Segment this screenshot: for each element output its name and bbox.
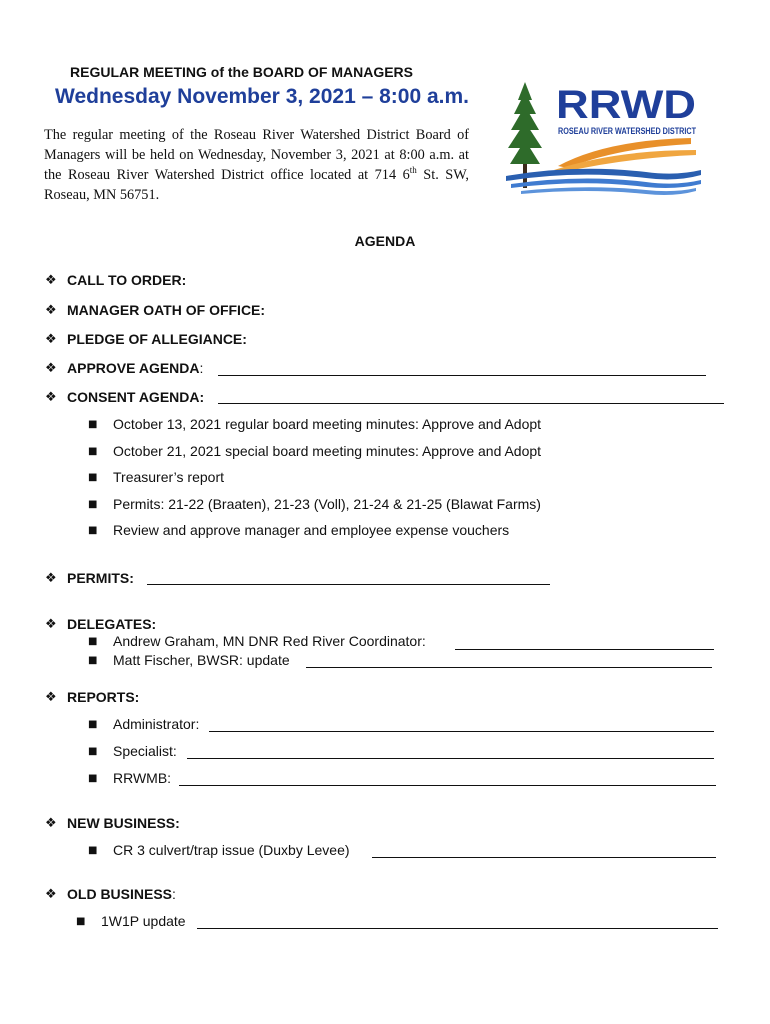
square-bullet-icon: ■ bbox=[88, 499, 98, 510]
square-bullet-icon: ■ bbox=[88, 746, 98, 757]
old-business-item: ■ 1W1P update bbox=[76, 913, 186, 929]
consent-item: ■ Permits: 21-22 (Braaten), 21-23 (Voll), 21-24 & 21-25 (Blawat Farms) bbox=[88, 496, 541, 512]
meeting-date-title: Wednesday November 3, 2021 – 8:00 a.m. bbox=[55, 85, 469, 108]
delegate-item: ■ Andrew Graham, MN DNR Red River Coordinator: bbox=[88, 633, 426, 649]
report-item: ■ RRWMB: bbox=[88, 770, 172, 786]
meeting-type-heading: REGULAR MEETING of the BOARD OF MANAGERS bbox=[70, 64, 413, 80]
diamond-bullet-icon: ❖ bbox=[45, 303, 57, 318]
diamond-bullet-icon: ❖ bbox=[45, 571, 57, 586]
consent-item: ■ October 21, 2021 special board meeting minutes: Approve and Adopt bbox=[88, 443, 542, 459]
report-item: ■ Administrator: bbox=[88, 716, 200, 732]
report-blank-line bbox=[209, 731, 714, 732]
agenda-item-consent-agenda: ❖ CONSENT AGENDA: bbox=[45, 389, 205, 405]
approve-agenda-blank-line bbox=[218, 375, 706, 376]
agenda-item-call-to-order: ❖ CALL TO ORDER: bbox=[45, 272, 187, 288]
diamond-bullet-icon: ❖ bbox=[45, 887, 57, 902]
report-blank-line bbox=[187, 758, 714, 759]
square-bullet-icon: ■ bbox=[76, 916, 86, 927]
report-blank-line bbox=[179, 785, 716, 786]
diamond-bullet-icon: ❖ bbox=[45, 273, 57, 288]
diamond-bullet-icon: ❖ bbox=[45, 816, 57, 831]
delegate-blank-line bbox=[455, 649, 714, 650]
consent-item: ■ Review and approve manager and employee expense vouchers bbox=[88, 522, 510, 538]
diamond-bullet-icon: ❖ bbox=[45, 390, 57, 405]
agenda-item-new-business: ❖ NEW BUSINESS: bbox=[45, 815, 180, 831]
agenda-item-old-business: ❖ OLD BUSINESS : bbox=[45, 886, 176, 902]
rrwd-logo bbox=[496, 80, 706, 200]
agenda-item-manager-oath: ❖ MANAGER OATH OF OFFICE: bbox=[45, 302, 266, 318]
square-bullet-icon: ■ bbox=[88, 719, 98, 730]
square-bullet-icon: ■ bbox=[88, 446, 98, 457]
diamond-bullet-icon: ❖ bbox=[45, 361, 57, 376]
delegate-blank-line bbox=[306, 667, 712, 668]
diamond-bullet-icon: ❖ bbox=[45, 332, 57, 347]
logo-abbreviation: RRWD bbox=[556, 83, 696, 127]
diamond-bullet-icon: ❖ bbox=[45, 690, 57, 705]
square-bullet-icon: ■ bbox=[88, 419, 98, 430]
consent-item: ■ October 13, 2021 regular board meeting minutes: Approve and Adopt bbox=[88, 416, 542, 432]
meeting-intro-paragraph: The regular meeting of the Roseau River Watershed District Board of Managers will be held on Wednesday, November 3, 2021 at 8:00 a.m. at the Roseau River Watershed District office located at 714 6th St. SW, Roseau, MN 56751. bbox=[44, 127, 470, 203]
old-business-blank-line bbox=[197, 928, 718, 929]
square-bullet-icon: ■ bbox=[88, 773, 98, 784]
agenda-item-pledge: ❖ PLEDGE OF ALLEGIANCE: bbox=[45, 331, 247, 347]
square-bullet-icon: ■ bbox=[88, 655, 98, 666]
logo-full-name: ROSEAU RIVER WATERSHED DISTRICT bbox=[558, 126, 697, 137]
agenda-heading: AGENDA bbox=[354, 233, 416, 249]
agenda-item-permits: ❖ PERMITS: bbox=[45, 570, 134, 586]
consent-agenda-blank-line bbox=[218, 403, 724, 404]
square-bullet-icon: ■ bbox=[88, 472, 98, 483]
new-business-item: ■ CR 3 culvert/trap issue (Duxby Levee) bbox=[88, 842, 350, 858]
square-bullet-icon: ■ bbox=[88, 525, 98, 536]
consent-item: ■ Treasurer’s report bbox=[88, 469, 225, 485]
delegate-item: ■ Matt Fischer, BWSR: update bbox=[88, 652, 290, 668]
permits-blank-line bbox=[147, 584, 550, 585]
square-bullet-icon: ■ bbox=[88, 845, 98, 856]
diamond-bullet-icon: ❖ bbox=[45, 617, 57, 632]
agenda-item-approve-agenda: ❖ APPROVE AGENDA : bbox=[45, 360, 204, 376]
agenda-item-reports: ❖ REPORTS: bbox=[45, 689, 140, 705]
new-business-blank-line bbox=[372, 857, 716, 858]
report-item: ■ Specialist: bbox=[88, 743, 177, 759]
square-bullet-icon: ■ bbox=[88, 636, 98, 647]
agenda-item-delegates: ❖ DELEGATES: bbox=[45, 616, 157, 632]
